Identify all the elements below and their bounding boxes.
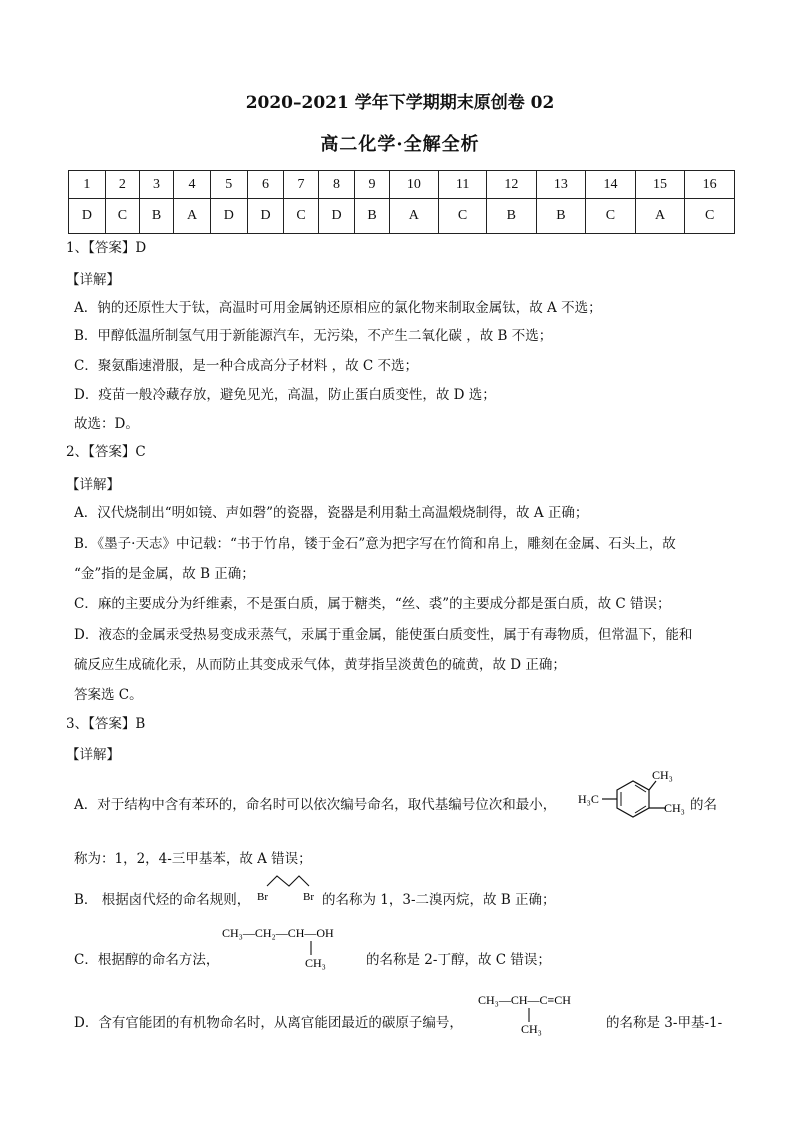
- q2-option-c: C．麻的主要成分为纤维素，不是蛋白质，属于糖类，“丝、裘”的主要成分都是蛋白质，故 C 错误；: [74, 596, 671, 612]
- butanol-chain: CH₃—CH₂—CH—OH: [222, 926, 334, 940]
- q2-option-d-line1: D．液态的金属汞受热易变成汞蒸气，汞属于重金属，能使蛋白质变性，属于有毒物质，但常温下，能和: [74, 627, 693, 643]
- answer-cell: B: [355, 199, 389, 234]
- question-number: 1: [69, 171, 106, 199]
- q3-option-c-suffix: 的名称是 2-丁醇，故 C 错误；: [366, 952, 551, 968]
- answer-cell: D: [318, 199, 355, 234]
- question-number: 7: [284, 171, 318, 199]
- question-number: 2: [105, 171, 139, 199]
- question-number: 9: [355, 171, 389, 199]
- structure-right-group: CH₃: [664, 801, 685, 815]
- structure-left-group: H₃C: [578, 792, 599, 806]
- q3-option-a-line1-tail: 的名: [690, 797, 717, 813]
- answer-cell: C: [105, 199, 139, 234]
- dibromopropane-structure: [255, 872, 323, 906]
- answer-cell: B: [139, 199, 173, 234]
- q2-option-b-line1: B．《墨子·天志》中记载：“书于竹帛，镂于金石”意为把字写在竹简和帛上，雕刻在金属、石头上，故: [74, 536, 676, 552]
- q1-option-a: A．钠的还原性大于钛，高温时可用金属钠还原相应的氯化物来制取金属钛，故 A 不选；: [74, 300, 602, 316]
- answer-cell: C: [439, 199, 487, 234]
- answer-cell: B: [536, 199, 586, 234]
- q3-option-d-suffix: 的名称是 3-甲基-1-: [606, 1015, 723, 1031]
- structure-top-group: CH₃: [652, 768, 673, 782]
- answer-table: [68, 170, 735, 234]
- question-number: 16: [685, 171, 735, 199]
- methylbutyne-branch: CH₃: [521, 1022, 542, 1036]
- q3-option-b-prefix: B． 根据卤代烃的命名规则，: [74, 892, 251, 908]
- q1-option-c: C．聚氨酯速滑服，是一种合成高分子材料 ，故 C 不选；: [74, 358, 419, 374]
- q2-answer-heading: 2、【答案】C: [66, 444, 146, 460]
- q3-detail-label: 【详解】: [66, 747, 120, 763]
- q3-option-d-prefix: D．含有官能团的有机物命名时，从离官能团最近的碳原子编号，: [74, 1015, 463, 1031]
- question-number: 8: [318, 171, 355, 199]
- q3-option-b-suffix: 的名称为 1，3-二溴丙烷，故 B 正确；: [322, 892, 556, 908]
- answer-cell: B: [487, 199, 537, 234]
- answer-cell: C: [685, 199, 735, 234]
- q2-option-b-line2: “金”指的是金属，故 B 正确；: [74, 566, 255, 582]
- bromine-left: Br: [257, 891, 268, 903]
- answer-cell: A: [389, 199, 439, 234]
- q3-option-a-line1: A．对于结构中含有苯环的，命名时可以依次编号命名，取代基编号位次和最小，: [74, 797, 557, 813]
- answer-cell: D: [69, 199, 106, 234]
- butanol-branch: CH₃: [305, 956, 326, 970]
- trimethylbenzene-structure: [572, 765, 690, 833]
- question-number: 3: [139, 171, 173, 199]
- question-number: 12: [487, 171, 537, 199]
- question-number: 11: [439, 171, 487, 199]
- question-number: 4: [174, 171, 211, 199]
- q2-option-d-line2: 硫反应生成硫化汞，从而防止其变成汞气体，黄芽指呈淡黄色的硫黄，故 D 正确；: [74, 657, 566, 673]
- answer-cell: D: [210, 199, 247, 234]
- q3-answer-heading: 3、【答案】B: [66, 716, 146, 732]
- methylbutyne-structure: [476, 990, 606, 1036]
- question-number: 14: [586, 171, 636, 199]
- q3-option-a-line2: 称为：1，2，4-三甲基苯，故 A 错误；: [74, 851, 312, 867]
- q2-conclusion: 答案选 C。: [74, 687, 143, 703]
- answer-cell: D: [247, 199, 284, 234]
- exam-title: 2020–2021 学年下学期期末原创卷 02: [245, 93, 555, 113]
- question-number: 10: [389, 171, 439, 199]
- question-number: 15: [635, 171, 685, 199]
- q2-detail-label: 【详解】: [66, 477, 120, 493]
- q3-option-c-prefix: C．根据醇的命名方法，: [74, 952, 220, 968]
- q1-conclusion: 故选：D。: [74, 416, 139, 432]
- q1-detail-label: 【详解】: [66, 272, 120, 288]
- answer-cell: A: [174, 199, 211, 234]
- q1-option-b: B．甲醇低温所制氢气用于新能源汽车，无污染，不产生二氧化碳 ，故 B 不选；: [74, 328, 553, 344]
- question-number: 13: [536, 171, 586, 199]
- question-number: 5: [210, 171, 247, 199]
- answer-table-answer-row: [69, 199, 735, 234]
- answer-cell: C: [586, 199, 636, 234]
- bromine-right: Br: [303, 891, 314, 903]
- answer-cell: C: [284, 199, 318, 234]
- answer-cell: A: [635, 199, 685, 234]
- methylbutyne-chain: CH₃—CH—C≡CH: [478, 993, 571, 1007]
- butanol-structure: [220, 922, 370, 970]
- q1-answer-heading: 1、【答案】D: [66, 240, 147, 256]
- question-number: 6: [247, 171, 284, 199]
- exam-subtitle: 高二化学·全解全析: [320, 134, 480, 155]
- answer-table-number-row: [69, 171, 735, 199]
- q2-option-a: A．汉代烧制出“明如镜、声如磬”的瓷器，瓷器是利用黏土高温煅烧制得，故 A 正确；: [74, 505, 589, 521]
- q1-option-d: D．疫苗一般冷藏存放，避免见光，高温，防止蛋白质变性，故 D 选；: [74, 387, 496, 403]
